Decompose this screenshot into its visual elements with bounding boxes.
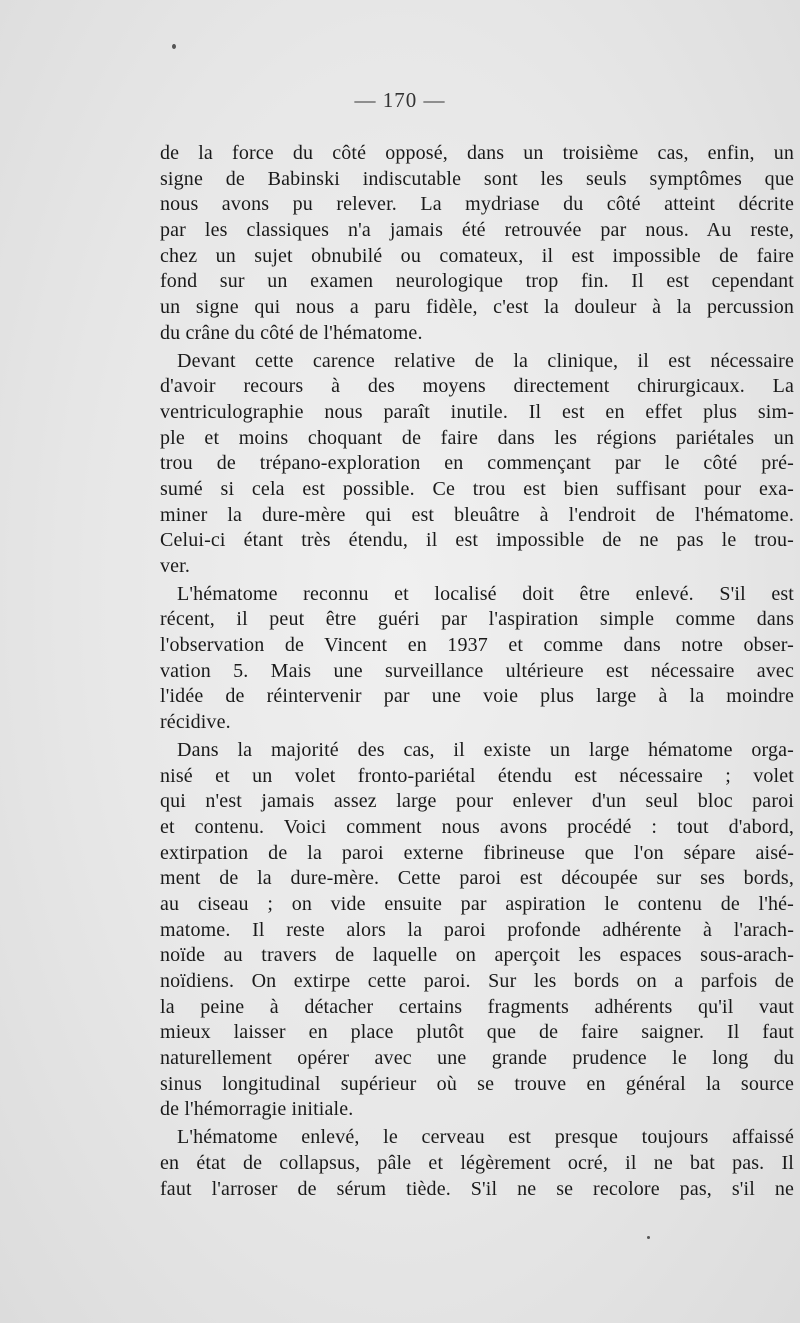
paragraph [160,1125,794,1202]
text-line: matome. Il reste alors la paroi profonde adhérente à l'arach- [160,918,794,941]
ink-speck [172,44,176,49]
text-line: Dans la majorité des cas, il existe un large hématome orga- [177,738,794,761]
body-text [160,141,794,1204]
text-line: L'hématome reconnu et localisé doit être enlevé. S'il est [177,582,794,605]
text-line: trou de trépano-exploration en commençant par le côté pré- [160,452,794,475]
text-line: noïde au travers de laquelle on aperçoit les espaces sous-arach- [160,944,794,967]
text-line: ventriculographie nous paraît inutile. Il est en effet plus sim- [160,400,794,423]
text-line: la peine à détacher certains fragments adhérents qu'il vaut [160,995,794,1018]
text-line: noïdiens. On extirpe cette paroi. Sur les bords on a parfois de [160,970,794,992]
text-line: sumé si cela est possible. Ce trou est bien suffisant pour exa- [160,477,794,500]
text-line: de la force du côté opposé, dans un troisième cas, enfin, un [160,142,794,164]
text-line: du crâne du côté de l'hématome. [160,321,423,344]
text-line: d'avoir recours à des moyens directement chirurgicaux. La [160,375,794,398]
text-line: qui n'est jamais assez large pour enlever d'un seul bloc paroi [160,790,794,813]
text-line: faut l'arroser de sérum tiède. S'il ne se recolore pas, s'il ne [160,1177,794,1200]
text-line: l'idée de réintervenir par une voie plus large à la moindre [160,685,794,708]
text-line: ple et moins choquant de faire dans les régions pariétales un [160,426,794,449]
text-line: récent, il peut être guéri par l'aspiration simple comme dans [160,608,794,631]
text-line: l'observation de Vincent en 1937 et comme dans notre obser- [160,634,794,657]
text-line: vation 5. Mais une surveillance ultérieure est nécessaire avec [160,659,794,682]
paragraph [160,738,794,1123]
text-line: ver. [160,555,191,577]
page-number: — 170 — [354,88,446,112]
text-line: Devant cette carence relative de la clinique, il est nécessaire [177,349,794,372]
text-line: de l'hémorragie initiale. [160,1098,354,1121]
text-line: extirpation de la paroi externe fibrineuse que l'on sépare aisé- [160,841,794,864]
paragraph [160,141,794,347]
text-line: naturellement opérer avec une grande prudence le long du [160,1047,794,1070]
text-line: chez un sujet obnubilé ou comateux, il est impossible de faire [160,244,794,267]
text-line: signe de Babinski indiscutable sont les seuls symptômes que [160,167,794,190]
text-line: récidive. [160,711,231,734]
text-line: et contenu. Voici comment nous avons procédé : tout d'abord, [160,815,794,838]
text-line: nous avons pu relever. La mydriase du côté atteint décrite [160,193,794,216]
text-line: Celui-ci étant très étendu, il est impossible de ne pas le trou- [160,529,794,552]
text-line: nisé et un volet fronto-pariétal étendu est nécessaire ; volet [160,764,794,787]
text-line: en état de collapsus, pâle et légèrement ocré, il ne bat pas. Il [160,1151,794,1174]
paragraph [160,582,794,736]
text-line: fond sur un examen neurologique trop fin. Il est cependant [160,270,794,293]
text-line: L'hématome enlevé, le cerveau est presque toujours affaissé [177,1126,794,1149]
text-line: ment de la dure-mère. Cette paroi est découpée sur ses bords, [160,867,794,890]
text-line: un signe qui nous a paru fidèle, c'est la douleur à la percussion [160,296,794,319]
text-line: sinus longitudinal supérieur où se trouve en général la source [160,1072,794,1095]
text-line: miner la dure-mère qui est bleuâtre à l'endroit de l'hématome. [160,503,794,526]
text-line: mieux laisser en place plutôt que de faire saigner. Il faut [160,1021,794,1044]
text-line: par les classiques n'a jamais été retrouvée par nous. Au reste, [160,219,794,242]
text-line: au ciseau ; on vide ensuite par aspiration le contenu de l'hé- [160,892,794,915]
ink-speck [647,1236,650,1239]
paragraph [160,349,794,580]
